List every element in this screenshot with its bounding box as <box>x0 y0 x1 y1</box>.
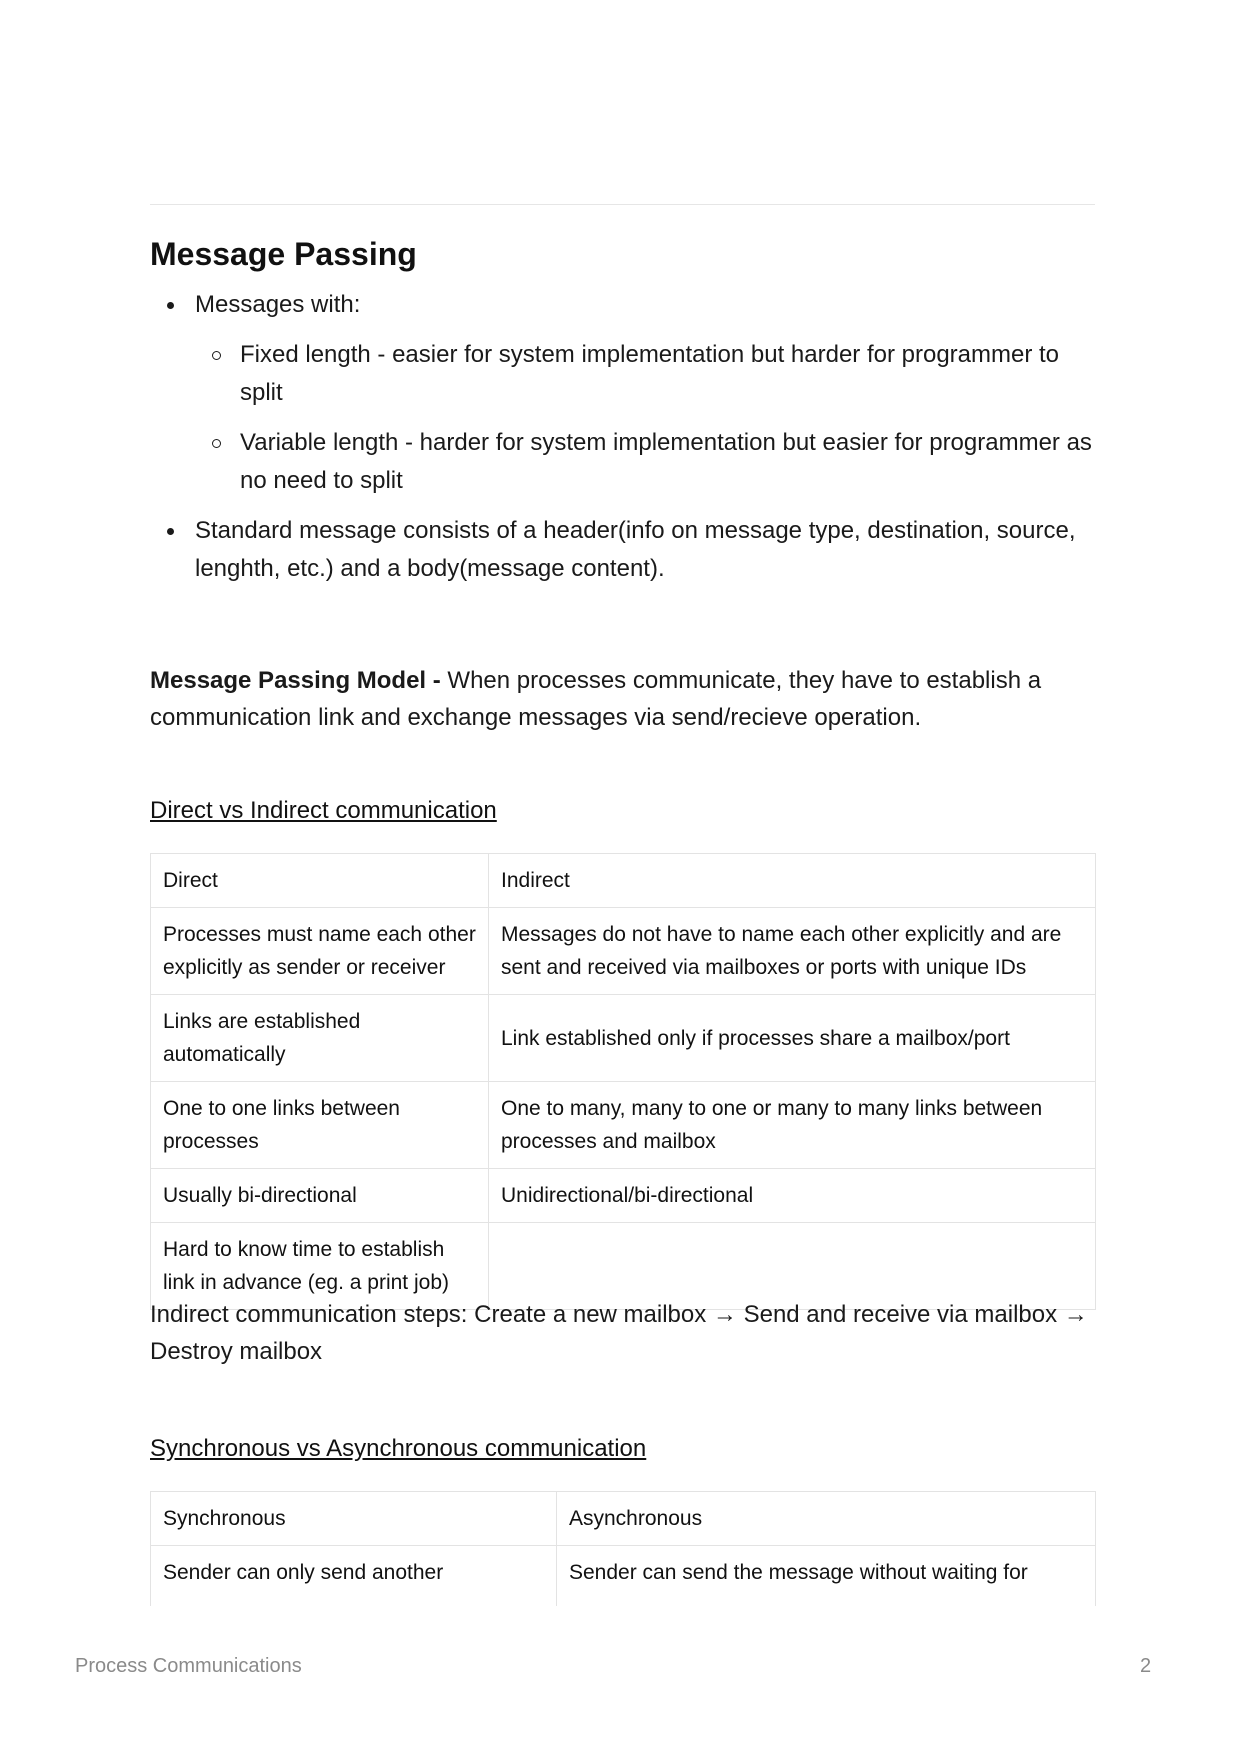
direct-indirect-title: Direct vs Indirect communication <box>150 797 497 824</box>
sub-bullet-item: Fixed length - easier for system implementation but harder for programmer to split <box>195 336 1095 412</box>
table-cell: Messages do not have to name each other explicitly and are sent and received via mailboxes or ports with unique IDs <box>489 908 1096 995</box>
table-cell: Processes must name each other explicitly as sender or receiver <box>151 908 489 995</box>
model-text: When processes communicate, they have to establish a communication link and exchange messages via send/recieve operation. <box>150 667 1042 731</box>
sync-async-title: Synchronous vs Asynchronous communication <box>150 1435 647 1462</box>
top-divider <box>150 204 1095 205</box>
sync-async-table <box>150 1491 1096 1606</box>
bullet-list <box>150 286 1095 600</box>
table-header-row <box>151 854 1096 908</box>
table-header-cell: Indirect <box>489 854 1096 908</box>
table-row <box>151 995 1096 1082</box>
table-row <box>151 1546 1096 1607</box>
table-cell: Sender can only send another <box>151 1546 557 1607</box>
table-row <box>151 908 1096 995</box>
table-cell: One to many, many to one or many to many links between processes and mailbox <box>489 1082 1096 1169</box>
table-cell: Sender can send the message without waiting for <box>557 1546 1096 1607</box>
page-number: 2 <box>1140 1655 1152 1677</box>
model-term: Message Passing Model - <box>150 667 441 694</box>
table-cell: Usually bi-directional <box>151 1169 489 1223</box>
section-heading: Message Passing <box>150 236 417 272</box>
table-cell: Links are established automatically <box>151 995 489 1082</box>
table-header-cell: Synchronous <box>151 1492 557 1546</box>
model-paragraph <box>150 662 1095 736</box>
indirect-steps: Indirect communication steps: Create a new mailbox → Send and receive via mailbox → Destroy mailbox <box>150 1301 1088 1365</box>
table-cell: One to one links between processes <box>151 1082 489 1169</box>
sub-bullet-item: Variable length - harder for system implementation but easier for programmer as no need to split <box>195 424 1095 500</box>
bullet-item <box>150 286 1095 500</box>
bullet-text: Messages with: <box>195 291 361 318</box>
footer-title: Process Communications <box>75 1655 302 1677</box>
direct-indirect-table <box>150 853 1096 1310</box>
table-header-row <box>151 1492 1096 1546</box>
table-header-cell: Direct <box>151 854 489 908</box>
table-header-cell: Asynchronous <box>557 1492 1096 1546</box>
sub-bullet-list <box>195 336 1095 500</box>
table-cell: Hard to know time to establish link in advance (eg. a print job) <box>151 1223 489 1310</box>
table-cell: Unidirectional/bi-directional <box>489 1169 1096 1223</box>
table-row <box>151 1169 1096 1223</box>
table-cell: Link established only if processes share a mailbox/port <box>489 995 1096 1082</box>
bullet-item: Standard message consists of a header(info on message type, destination, source, lenghth, etc.) and a body(message content). <box>150 512 1095 588</box>
table-row <box>151 1082 1096 1169</box>
